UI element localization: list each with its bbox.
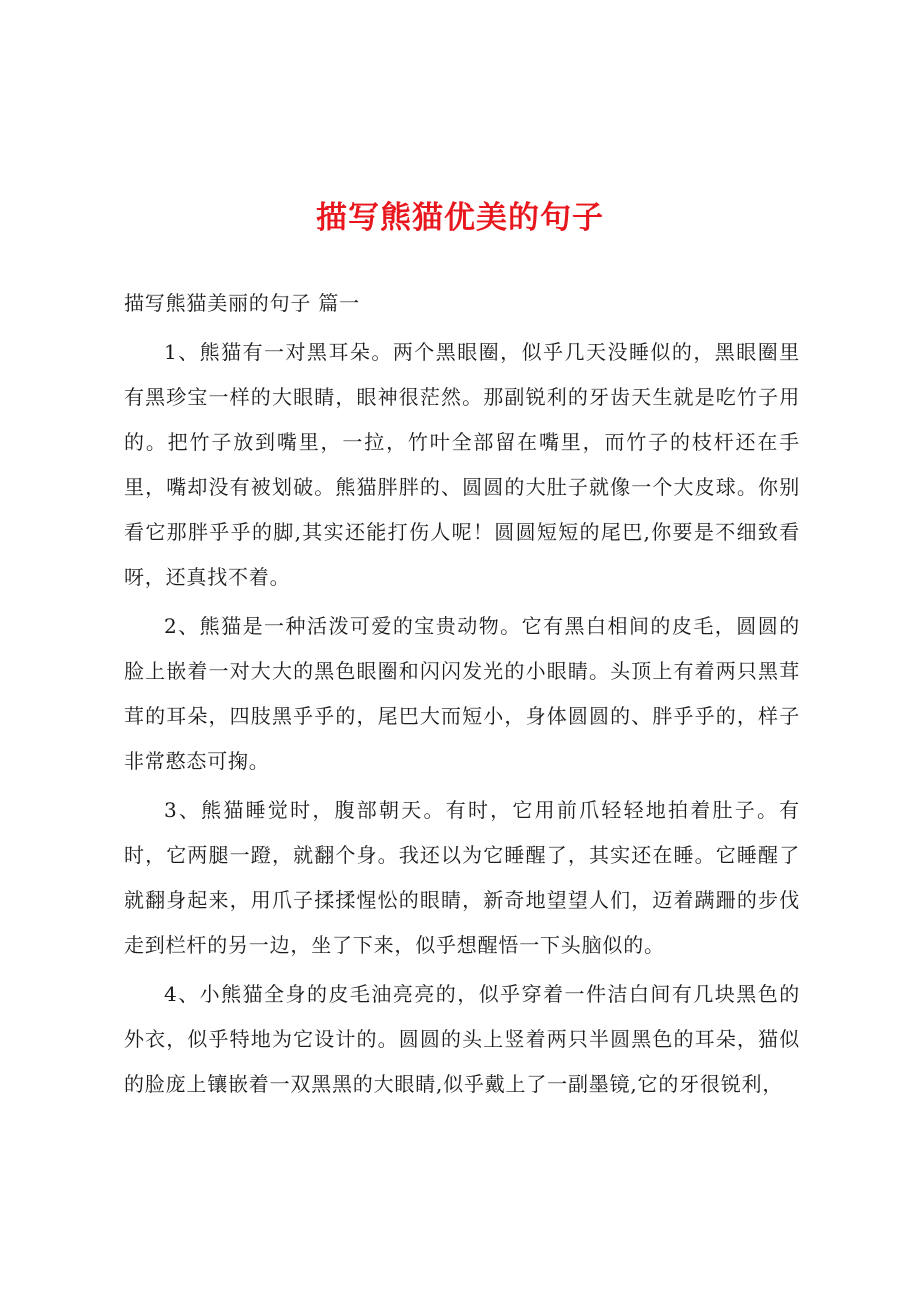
document-title: 描写熊猫优美的句子: [316, 200, 604, 236]
paragraph-2: 2、熊猫是一种活泼可爱的宝贵动物。它有黑白相间的皮毛，圆圆的脸上嵌着一对大大的黑色眼圈和闪闪发光的小眼睛。头顶上有着两只黑茸茸的耳朵，四肢黑乎乎的，尾巴大而短小，身体圆圆的、胖乎乎的，样子非常憨态可掬。: [124, 614, 800, 773]
paragraph-1: 1、熊猫有一对黑耳朵。两个黑眼圈，似乎几天没睡似的，黑眼圈里有黑珍宝一样的大眼睛，眼神很茫然。那副锐利的牙齿天生就是吃竹子用的。把竹子放到嘴里，一拉，竹叶全部留在嘴里，而竹子的枝杆还在手里，嘴却没有被划破。熊猫胖胖的、圆圆的大肚子就像一个大皮球。你别看它那胖乎乎的脚,其实还能打伤人呢！圆圆短短的尾巴,你要是不细致看呀，还真找不着。: [124, 340, 800, 589]
section-heading: 描写熊猫美丽的句子 篇一: [124, 291, 360, 315]
document-body: [124, 281, 800, 1111]
paragraph-4: 4、小熊猫全身的皮毛油亮亮的，似乎穿着一件洁白间有几块黑色的外衣，似乎特地为它设计的。圆圆的头上竖着两只半圆黑色的耳朵，猫似的脸庞上镶嵌着一双黑黑的大眼睛,似乎戴上了一副墨镜,它的牙很锐利，: [124, 982, 800, 1096]
paragraph-3: 3、熊猫睡觉时，腹部朝天。有时，它用前爪轻轻地拍着肚子。有时，它两腿一蹬，就翻个身。我还以为它睡醒了，其实还在睡。它睡醒了就翻身起来，用爪子揉揉惺忪的眼睛，新奇地望望人们，迈着蹒跚的步伐走到栏杆的另一边，坐了下来，似乎想醒悟一下头脑似的。: [124, 798, 800, 957]
